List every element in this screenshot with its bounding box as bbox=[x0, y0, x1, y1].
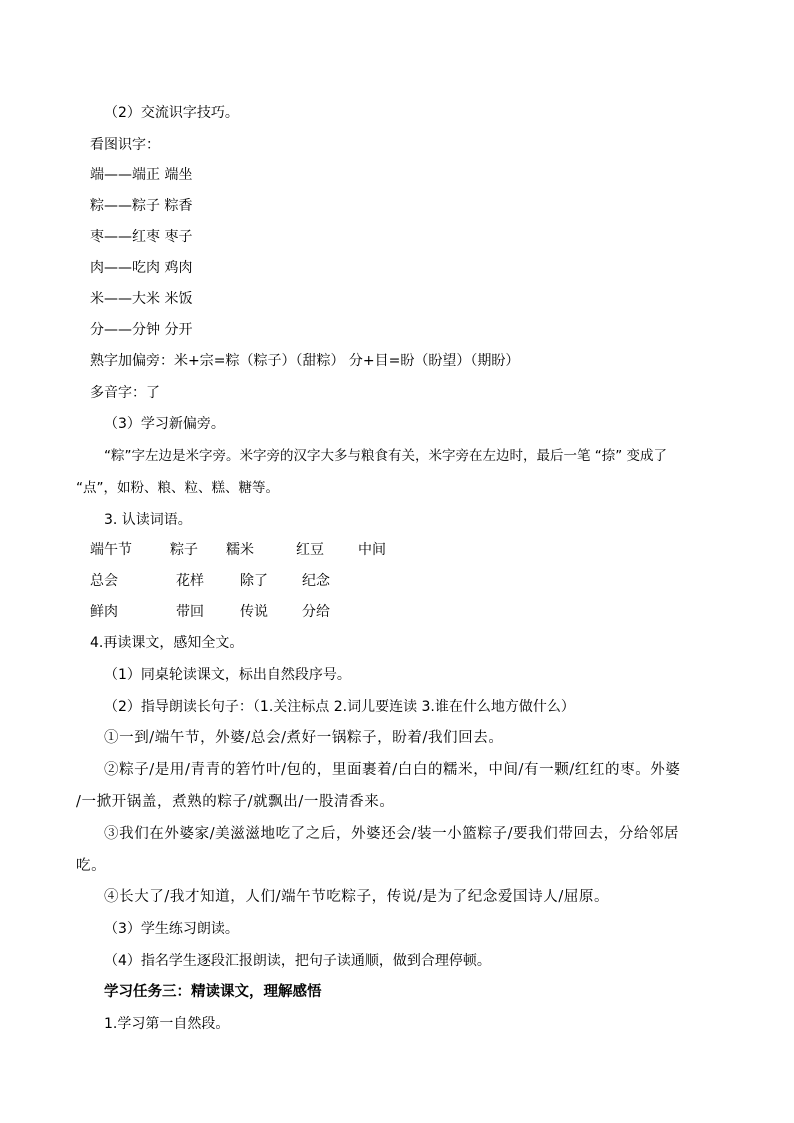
word: 粽子 bbox=[170, 542, 198, 558]
word: 花样 bbox=[176, 573, 204, 589]
sentence-1: ①一到/端午节，外婆/总会/煮好一锅粽子，盼着/我们回去。 bbox=[104, 730, 504, 746]
step-report-reading: （4）指名学生逐段汇报朗读，把句子读通顺，做到合理停顿。 bbox=[104, 953, 491, 969]
paragraph-radical-explanation: “粽”字左边是米字旁。米字旁的汉字大多与粮食有关，米字旁在左边时，最后一笔 “捺” 变成了 bbox=[104, 448, 668, 464]
sentence-3-line-2: 吃。 bbox=[76, 858, 107, 874]
word: 总会 bbox=[90, 573, 118, 589]
step-practice-reading: （3）学生练习朗读。 bbox=[104, 921, 239, 937]
word-line-zao: 枣——红枣 枣子 bbox=[90, 229, 193, 245]
task-three-heading: 学习任务三：精读课文，理解感悟 bbox=[104, 984, 322, 1000]
section-heading-paragraph-one: 1.学习第一自然段。 bbox=[104, 1016, 230, 1032]
word: 带回 bbox=[176, 604, 204, 620]
word-line-fen: 分——分钟 分开 bbox=[90, 322, 193, 338]
subsection-heading-2: （2）交流识字技巧。 bbox=[104, 105, 239, 121]
step-long-sentences: （2）指导朗读长句子：（1.关注标点 2.词儿要连读 3.谁在什么地方做什么） bbox=[104, 699, 575, 715]
word: 分给 bbox=[302, 604, 330, 620]
word: 传说 bbox=[240, 604, 268, 620]
word-line-mi: 米——大米 米饭 bbox=[90, 291, 193, 307]
section-heading-read-words: 3. 认读词语。 bbox=[104, 512, 192, 528]
word: 除了 bbox=[240, 573, 268, 589]
step-pair-reading: （1）同桌轮读课文，标出自然段序号。 bbox=[104, 667, 351, 683]
word: 中间 bbox=[358, 542, 386, 558]
paragraph-radicals: 熟字加偏旁：米+宗=粽（粽子）（甜粽） 分+目=盼（盼望）（期盼） bbox=[90, 353, 520, 369]
sentence-2-line-2: /一掀开锅盖，煮熟的粽子/就飘出/一股清香来。 bbox=[76, 794, 395, 810]
subsection-heading-3: （3）学习新偏旁。 bbox=[104, 416, 225, 432]
paragraph-polyphone: 多音字：了 bbox=[90, 385, 160, 401]
word: 纪念 bbox=[302, 573, 330, 589]
sentence-4: ④长大了/我才知道，人们/端午节吃粽子，传说/是为了纪念爱国诗人/屈原。 bbox=[104, 889, 610, 905]
sentence-3-line-1: ③我们在外婆家/美滋滋地吃了之后，外婆还会/装一小篮粽子/要我们带回去，分给邻居 bbox=[104, 826, 680, 842]
sentence-2-line-1: ②粽子/是用/青青的箬竹叶/包的，里面裹着/白白的糯米，中间/有一颗/红红的枣。外婆 bbox=[104, 762, 681, 778]
word: 鲜肉 bbox=[90, 604, 118, 620]
word-line-zong: 粽——粽子 粽香 bbox=[90, 198, 193, 214]
word-line-rou: 肉——吃肉 鸡肉 bbox=[90, 260, 193, 276]
paragraph-radical-examples: “点”，如粉、粮、粒、糕、糖等。 bbox=[76, 480, 279, 496]
section-heading-reread: 4.再读课文，感知全文。 bbox=[90, 635, 244, 651]
word: 糯米 bbox=[226, 542, 254, 558]
word-line-duan: 端——端正 端坐 bbox=[90, 167, 193, 183]
paragraph-look-picture: 看图识字： bbox=[90, 137, 160, 153]
word: 红豆 bbox=[296, 542, 324, 558]
word: 端午节 bbox=[90, 542, 132, 558]
